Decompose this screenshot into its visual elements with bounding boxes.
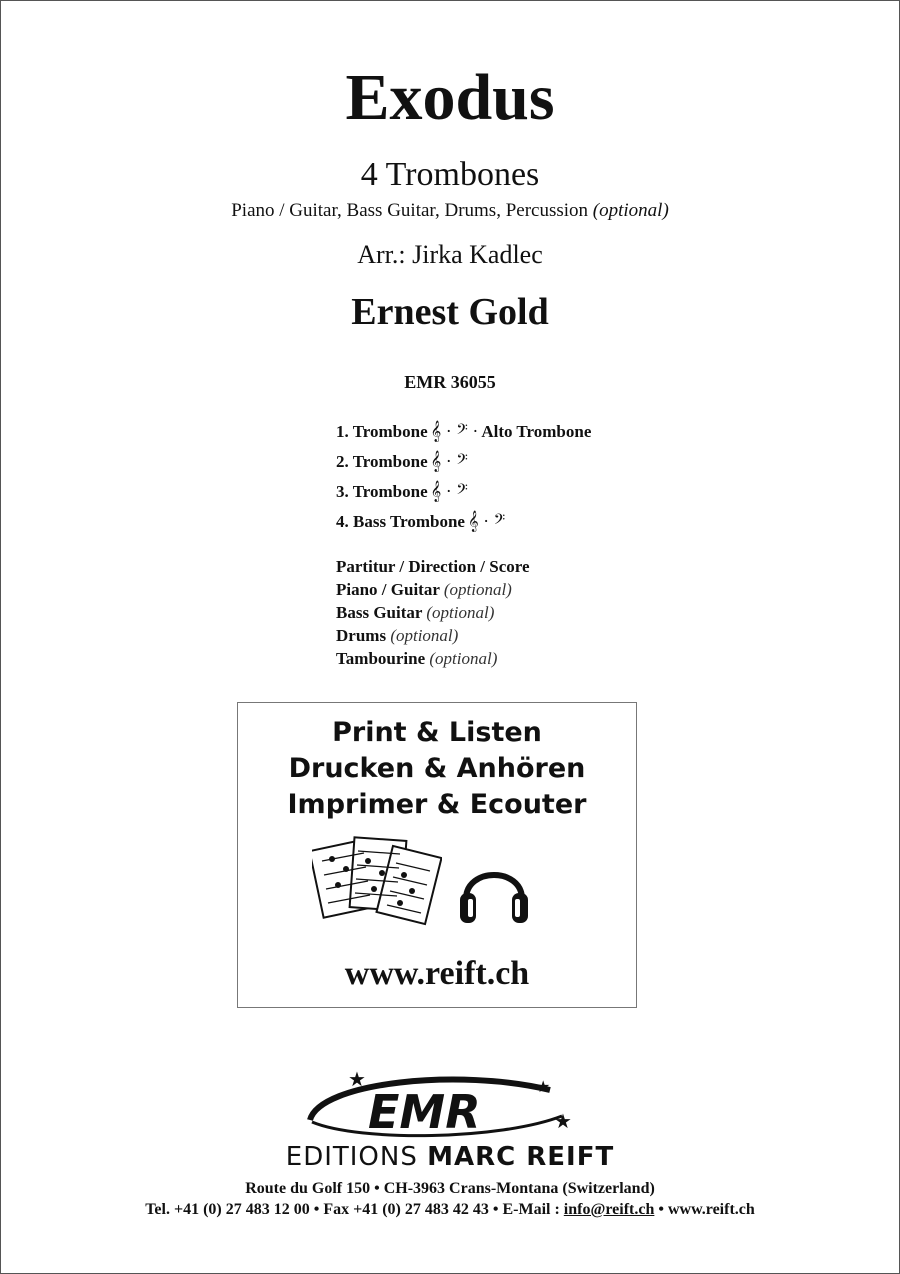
score-title: Exodus xyxy=(345,61,555,134)
part-row xyxy=(336,418,591,448)
publisher-contact xyxy=(0,1201,900,1219)
extra-row xyxy=(336,648,530,671)
extra-note: (optional) xyxy=(426,603,495,622)
clef-icon: 𝄞 · 𝄢 xyxy=(430,481,468,501)
email-link[interactable]: info@reift.ch xyxy=(563,1201,655,1218)
part-row xyxy=(336,508,591,538)
promo-line-en: Print & Listen xyxy=(332,717,542,748)
headphones-icon xyxy=(456,853,532,929)
clef-icon: 𝄞 · 𝄢 · xyxy=(430,421,479,441)
extra-row xyxy=(336,602,530,625)
emr-logo-text: EMR xyxy=(368,1085,481,1139)
svg-text:★: ★ xyxy=(536,1079,551,1096)
contact-phone-fax: Tel. +41 (0) 27 483 12 00 • Fax +41 (0) 27 483 42 43 • E-Mail : xyxy=(145,1201,560,1218)
publisher-address: Route du Golf 150 • CH-3963 Crans-Montana (Switzerland) xyxy=(245,1180,655,1197)
promo-website-link[interactable]: www.reift.ch xyxy=(344,955,530,992)
parts-list xyxy=(336,418,591,538)
extra-note: (optional) xyxy=(429,649,498,668)
brand-marc-reift: MARC REIFT xyxy=(427,1142,615,1172)
instrumentation-line xyxy=(0,200,900,222)
arranger: Arr.: Jirka Kadlec xyxy=(357,240,543,269)
promo-line-fr: Imprimer & Ecouter xyxy=(287,789,587,820)
catalog-number: EMR 36055 xyxy=(404,372,496,392)
composer: Ernest Gold xyxy=(351,291,549,333)
part-name: 4. Bass Trombone xyxy=(336,512,465,531)
promo-line-de: Drucken & Anhören xyxy=(288,753,586,784)
extra-name: Tambourine xyxy=(336,649,426,668)
brand-editions: EDITIONS xyxy=(285,1142,418,1172)
print-listen-box xyxy=(237,702,637,1008)
publisher-brand xyxy=(0,1142,900,1172)
score-subtitle: 4 Trombones xyxy=(360,156,540,193)
extra-name: Bass Guitar xyxy=(336,603,423,622)
part-name: 3. Trombone xyxy=(336,482,428,501)
extra-note: (optional) xyxy=(443,580,512,599)
extra-row xyxy=(336,625,530,648)
sheet-music-icon xyxy=(312,833,442,933)
part-name: 2. Trombone xyxy=(336,452,428,471)
clef-icon: 𝄞 · 𝄢 xyxy=(430,451,468,471)
svg-text:★: ★ xyxy=(554,1111,572,1133)
emr-logo xyxy=(300,1070,590,1145)
extra-name: Partitur / Direction / Score xyxy=(336,557,530,576)
clef-icon: 𝄞 · 𝄢 xyxy=(467,511,506,531)
contact-website: • www.reift.ch xyxy=(658,1201,755,1218)
extra-name: Piano / Guitar xyxy=(336,580,440,599)
svg-text:★: ★ xyxy=(348,1070,366,1091)
extras-list xyxy=(336,556,530,671)
extra-name: Drums xyxy=(336,626,387,645)
part-name: 1. Trombone xyxy=(336,422,428,441)
extra-row xyxy=(336,579,530,602)
part-row xyxy=(336,448,591,478)
instrumentation-optional: (optional) xyxy=(592,200,669,221)
instrumentation-main: Piano / Guitar, Bass Guitar, Drums, Percussion xyxy=(231,200,589,221)
extra-note: (optional) xyxy=(390,626,459,645)
part-row xyxy=(336,478,591,508)
part-suffix: Alto Trombone xyxy=(481,422,592,441)
extra-row xyxy=(336,556,530,579)
